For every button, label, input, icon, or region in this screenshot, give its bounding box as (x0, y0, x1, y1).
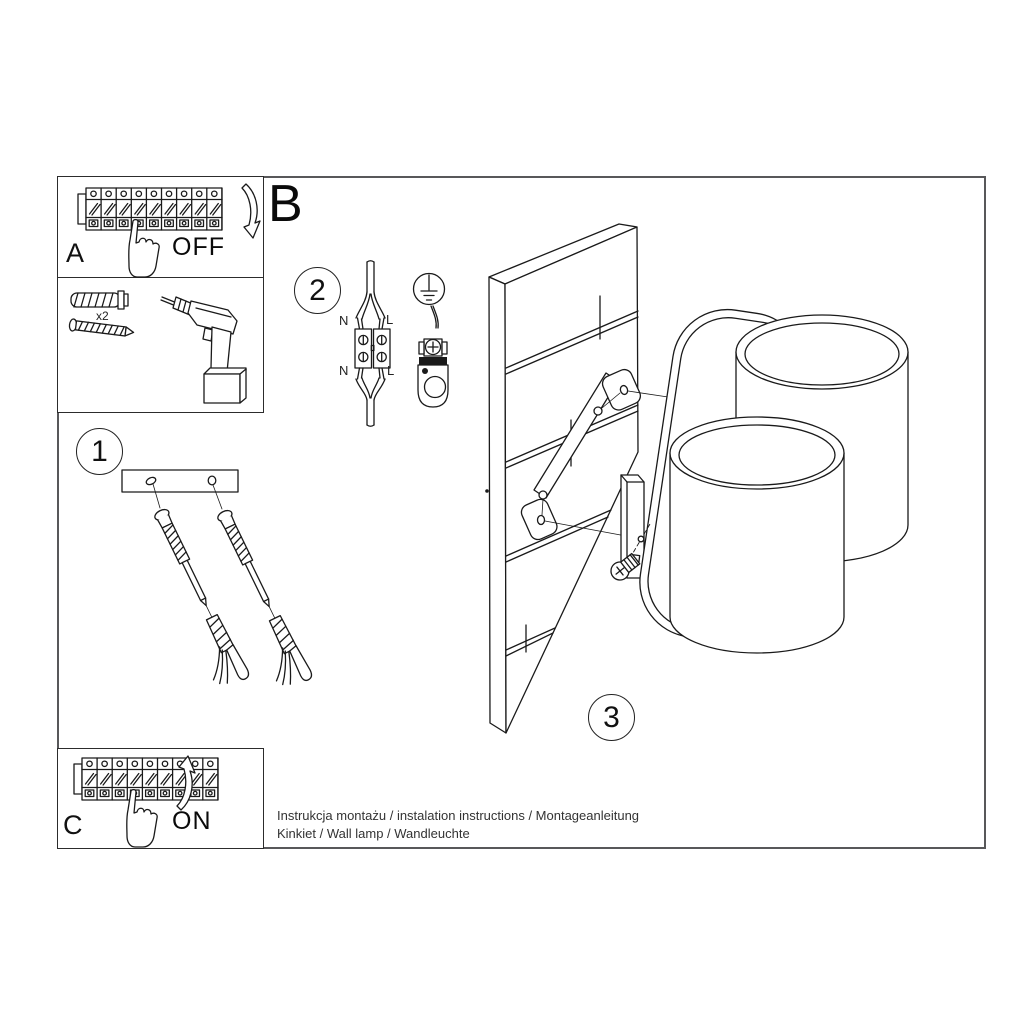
wall-board (485, 224, 638, 733)
arrow-down-icon (242, 184, 260, 238)
step2-wiring-illustration (355, 261, 448, 427)
ground-symbol-icon (414, 274, 445, 305)
wire-l-top-label: L (386, 312, 394, 327)
bracket-screw (594, 407, 602, 415)
wire-n-bottom-label: N (339, 363, 349, 378)
step-1-badge: 1 (76, 428, 123, 475)
on-label: ON (172, 807, 212, 835)
quantity-label: x2 (96, 309, 109, 323)
circuit-breaker-off-illustration (78, 184, 260, 277)
lamp-assembly-illustration (485, 224, 908, 733)
panel-c-label: C (63, 810, 83, 840)
footer-title-line: Instrukcja montażu / instalation instructions / Montageanleitung (277, 808, 640, 823)
ground-clamp (418, 306, 448, 407)
terminal-block (355, 329, 390, 368)
off-label: OFF (172, 233, 225, 261)
wire-l-bottom-label: L (387, 363, 395, 378)
screw-anchor (200, 508, 314, 693)
wire-n-top-label: N (339, 313, 349, 328)
footer-product-line: Kinkiet / Wall lamp / Wandleuchte (277, 826, 470, 841)
panel-a-label: A (66, 238, 85, 268)
step1-anchors-illustration (122, 470, 314, 693)
bracket-screw (539, 491, 547, 499)
section-b-label: B (268, 175, 303, 233)
step-3-badge: 3 (588, 694, 635, 741)
step-2-badge: 2 (294, 267, 341, 314)
lamp-shade-lower (670, 417, 844, 653)
mounting-plate (122, 470, 238, 492)
wall-plug-icon (71, 291, 128, 309)
drill-icon (161, 297, 246, 403)
tools-illustration (69, 291, 246, 403)
